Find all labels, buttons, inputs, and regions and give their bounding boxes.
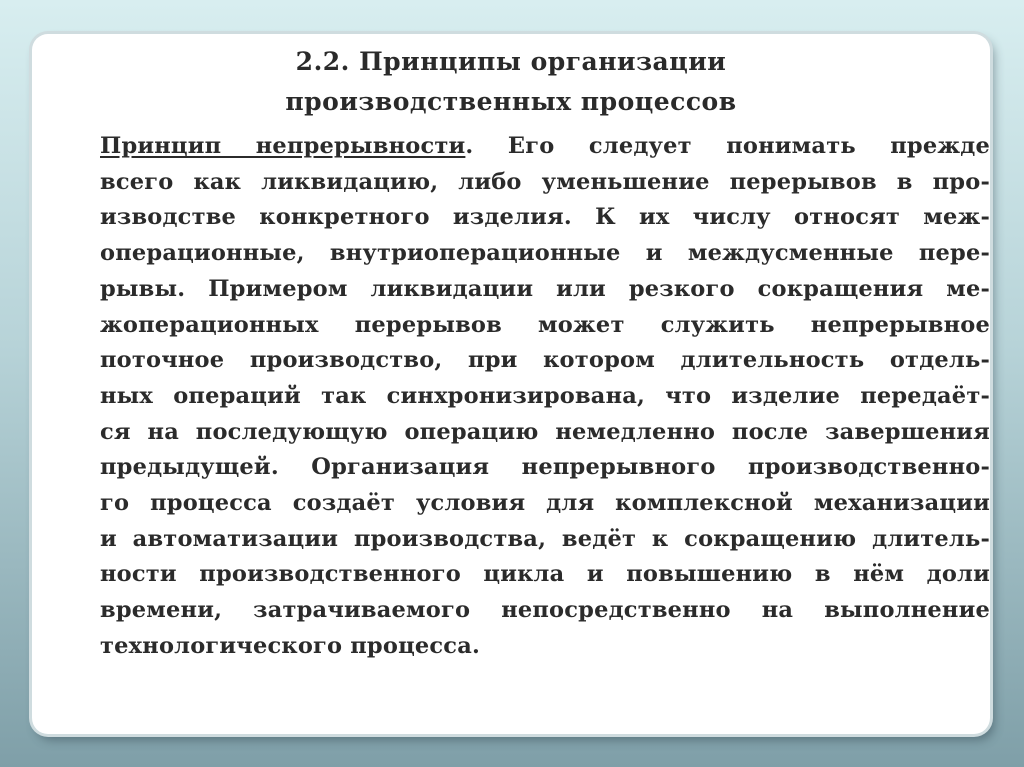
paragraph-line-9: ся на последующую операцию немедленно после завершения	[100, 418, 990, 445]
paragraph	[100, 129, 990, 665]
paragraph-line-11: го процесса создаёт условия для комплексной механизации	[100, 490, 990, 517]
heading-line-1: 2.2. Принципы организации	[295, 47, 727, 76]
paragraph-line-7: поточное производство, при котором длительность отдель-	[100, 347, 990, 374]
paragraph-line-15: технологического процесса.	[100, 632, 481, 659]
paragraph-line-12: и автоматизации производства, ведёт к сокращению длитель-	[100, 525, 990, 552]
paragraph-line-10: предыдущей. Организация непрерывного производственно-	[100, 454, 990, 481]
slide-card	[32, 34, 990, 734]
paragraph-line-4: операционные, внутриоперационные и междусменные пере-	[100, 240, 990, 267]
paragraph-line-13: ности производственного цикла и повышению в нём доли	[100, 561, 990, 588]
section-heading	[32, 42, 990, 122]
heading-line-2: производственных процессов	[285, 87, 737, 116]
paragraph-line-8: ных операций так синхронизирована, что изделие передаёт-	[100, 382, 990, 409]
paragraph-line-5: рывы. Примером ликвидации или резкого сокращения ме-	[100, 275, 990, 302]
principle-term: Принцип непрерывности	[100, 133, 466, 159]
paragraph-line-1	[100, 129, 990, 165]
paragraph-line-6: жоперационных перерывов может служить непрерывное	[100, 311, 990, 338]
paragraph-line-14: времени, затрачиваемого непосредственно на выполнение	[100, 597, 990, 624]
paragraph-line-3: изводстве конкретного изделия. К их числу относят меж-	[100, 204, 990, 231]
paragraph-line-1-text: . Его следует понимать прежде	[465, 133, 990, 159]
paragraph-line-2: всего как ликвидацию, либо уменьшение перерывов в про-	[100, 168, 990, 195]
